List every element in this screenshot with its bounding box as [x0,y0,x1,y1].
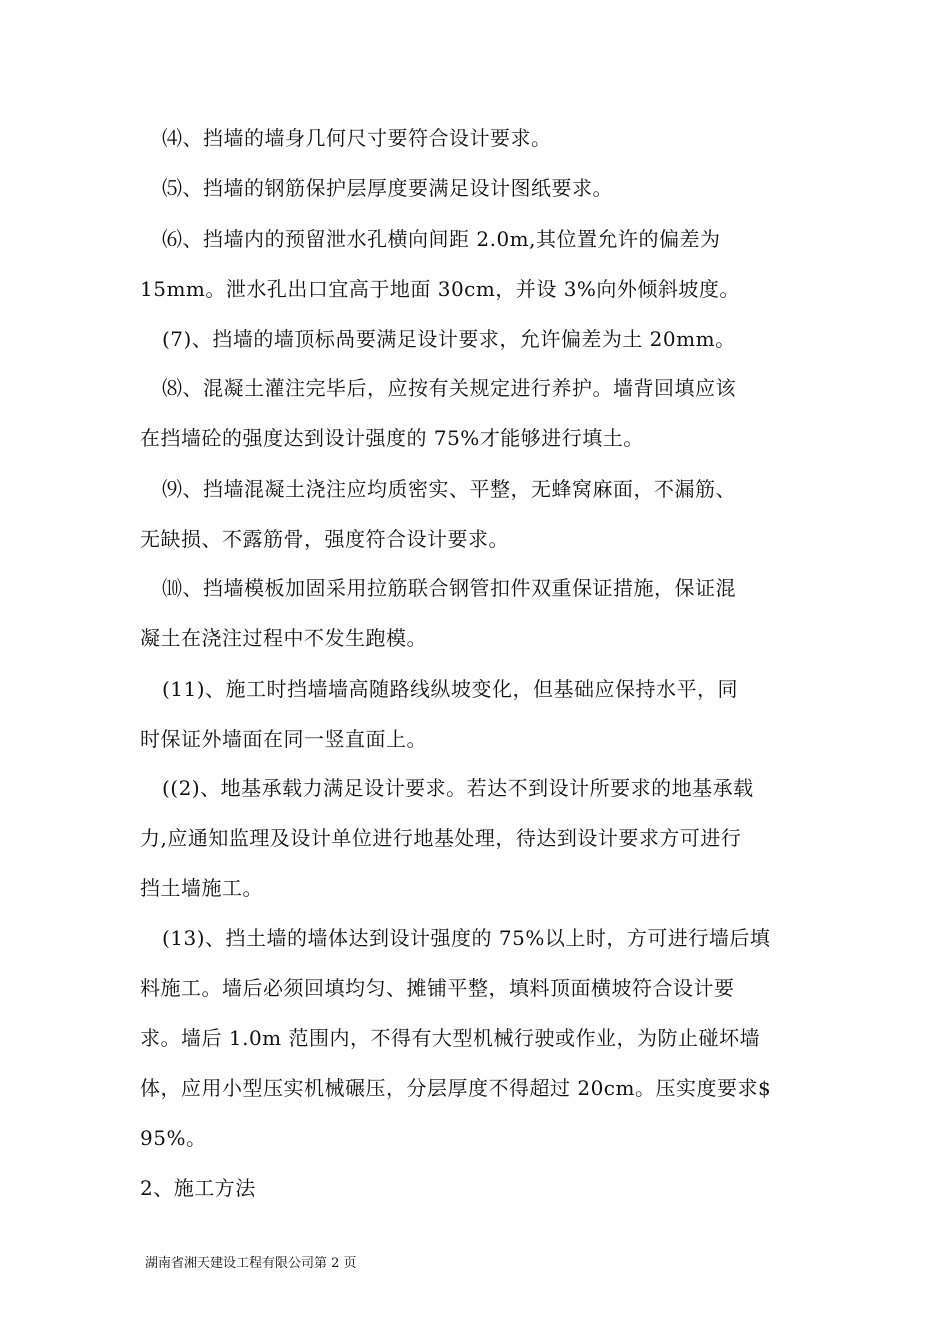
paragraph-11-line-1: (11)、施工时挡墙墙高随路线纵坡变化，但基础应保持水平，同 [162,677,739,701]
paragraph-8-line-2: 在挡墙砼的强度达到设计强度的 75%才能够进行填土。 [140,426,644,450]
paragraph-12-line-1: ((2)、地基承载力满足设计要求。若达不到设计所要求的地基承载 [162,776,754,800]
paragraph-8-line-1: ⑻、混凝土灌注完毕后，应按有关规定进行养护。墙背回填应该 [162,376,736,400]
paragraph-10-line-2: 凝土在浇注过程中不发生跑模。 [140,626,427,650]
paragraph-11-line-2: 时保证外墙面在同一竖直面上。 [140,727,427,751]
paragraph-13-line-5: 95%。 [140,1126,207,1150]
paragraph-9-line-1: ⑼、挡墙混凝土浇注应均质密实、平整，无蜂窝麻面，不漏筋、 [162,477,736,501]
paragraph-10-line-1: ⑽、挡墙模板加固采用拉筋联合钢管扣件双重保证措施，保证混 [162,576,736,600]
paragraph-13-line-3: 求。墙后 1.0m 范围内，不得有大型机械行驶或作业，为防止碰坏墙 [140,1026,760,1050]
section-heading-construction-method: 2、施工方法 [140,1176,256,1200]
paragraph-6-line-1: ⑹、挡墙内的预留泄水孔横向间距 2.0m,其位置允许的偏差为 [162,227,721,251]
paragraph-12-line-2: 力,应通知监理及设计单位进行地基处理，待达到设计要求方可进行 [140,826,742,850]
paragraph-13-line-4: 体，应用小型压实机械碾压，分层厚度不得超过 20cm。压实度要求$ [140,1076,772,1100]
paragraph-5-line-1: ⑸、挡墙的钢筋保护层厚度要满足设计图纸要求。 [162,176,613,200]
paragraph-4-line-1: ⑷、挡墙的墙身几何尺寸要符合设计要求。 [162,126,552,150]
page-footer: 湖南省湘天建设工程有限公司第 2 页 [145,1256,357,1271]
paragraph-6-line-2: 15mm。泄水孔出口宜高于地面 30cm，并设 3%向外倾斜坡度。 [140,277,740,301]
paragraph-13-line-2: 料施工。墙后必须回填均匀、摊铺平整，填料顶面横坡符合设计要 [140,976,735,1000]
paragraph-12-line-3: 挡土墙施工。 [140,876,263,900]
paragraph-13-line-1: (13)、挡土墙的墙体达到设计强度的 75%以上时，方可进行墙后填 [162,926,771,950]
paragraph-9-line-2: 无缺损、不露筋骨，强度符合设计要求。 [140,527,509,551]
paragraph-7-line-1: (7)、挡墙的墙顶标咼要满足设计要求，允许偏差为土 20mm。 [162,327,736,351]
